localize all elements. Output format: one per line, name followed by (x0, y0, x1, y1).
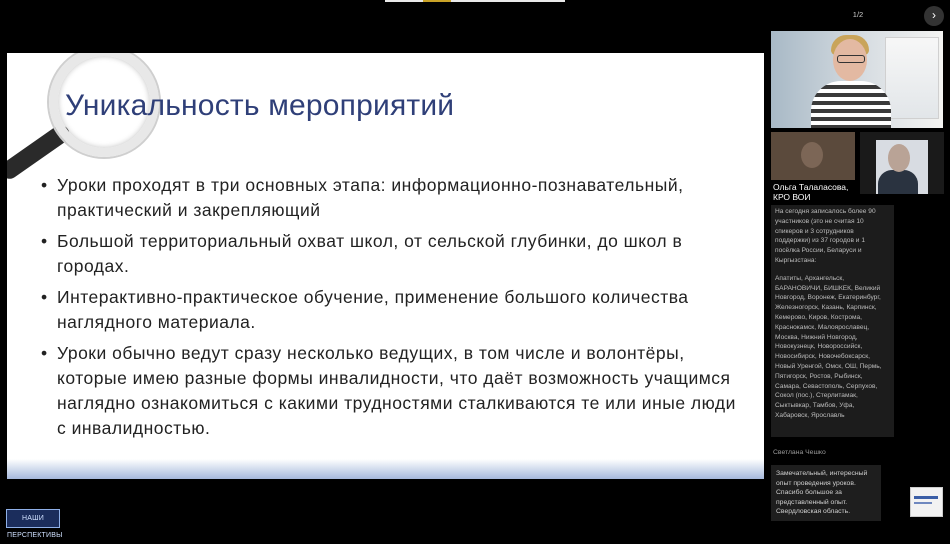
brand-logo: НАШИ ПЕРСПЕКТИВЫ (6, 509, 60, 528)
presenter-indicator-dot (423, 0, 451, 2)
participant-head (888, 144, 910, 172)
participant-glasses (837, 55, 865, 63)
slide-bullet: • Уроки обычно ведут сразу несколько ведущих, в том числе и волонтёры, которые имею разные формы инвалидности, что даёт возможность учащимся наглядно ознакомиться с какими трудностями сталкиваются те или иные люди с инвалидностью. (41, 341, 741, 441)
chat-author-name: Светлана Чешко (773, 449, 826, 456)
participant-head (801, 142, 823, 168)
presenter-indicator-bar (385, 0, 565, 2)
slide-bullet: • Большой территориальный охват школ, от сельской глубинки, до школ в городах. (41, 229, 741, 279)
chat-message: На сегодня записалось более 90 участников (это не считая 10 спикеров и 3 сотрудников поддержки) из 37 городов и 1 посёлка России, Беларуси и Кыргызстана: (775, 208, 876, 264)
video-tile-main[interactable] (771, 31, 943, 128)
shared-slide (7, 53, 764, 479)
speaker-name-label: Ольга Талаласова, КРО ВОИ (773, 182, 849, 202)
slide-bottom-band (7, 459, 764, 479)
chat-message-box (771, 205, 894, 437)
chevron-right-icon: › (932, 8, 936, 22)
slide-title: Уникальность мероприятий (65, 89, 455, 122)
slide-bullet: • Уроки проходят в три основных этапа: информационно-познавательный, практический и закрепляющий (41, 173, 741, 223)
thumbnail-line (914, 496, 938, 499)
slide-bullet-list (41, 173, 741, 447)
page-counter: 1/2 (852, 10, 864, 19)
next-page-button[interactable] (924, 6, 944, 26)
slide-thumbnail[interactable] (910, 487, 943, 517)
slide-bullet: • Интерактивно-практическое обучение, применение большого количества наглядного материала. (41, 285, 741, 335)
background-window (885, 37, 939, 119)
chat-message: Апатиты, Архангельск, БАРАНОВИЧИ, БИШКЕК, Великий Новгород, Воронеж, Екатеринбург, Железногорск, Казань, Карпинск, Кемерово, Киров, Кострома, Краснокамск, Малоярославец, Москва, Нижний Новгород, Новокузнецк, Новороссийск, Новосибирск, Новочебоксарск, Новый Уренгой, Омск, ОШ, Пермь, Пятигорск, Ростов, Рыбинск, Самара, Севастополь, Серпухов, Сокол (пос.), Стерлитамак, Сыктывкар, Тамбов, Уфа, Хабаровск, Ярославль (775, 274, 882, 419)
participant-body (811, 81, 891, 128)
chat-message-bubble: Замечательный, интересный опыт проведения уроков. Спасибо большое за представленный опыт. Свердловская область. (771, 465, 881, 521)
participant-body (878, 170, 918, 194)
video-tile-participant[interactable] (860, 132, 944, 194)
thumbnail-line (914, 502, 932, 504)
video-tile-speaker[interactable] (771, 132, 855, 180)
